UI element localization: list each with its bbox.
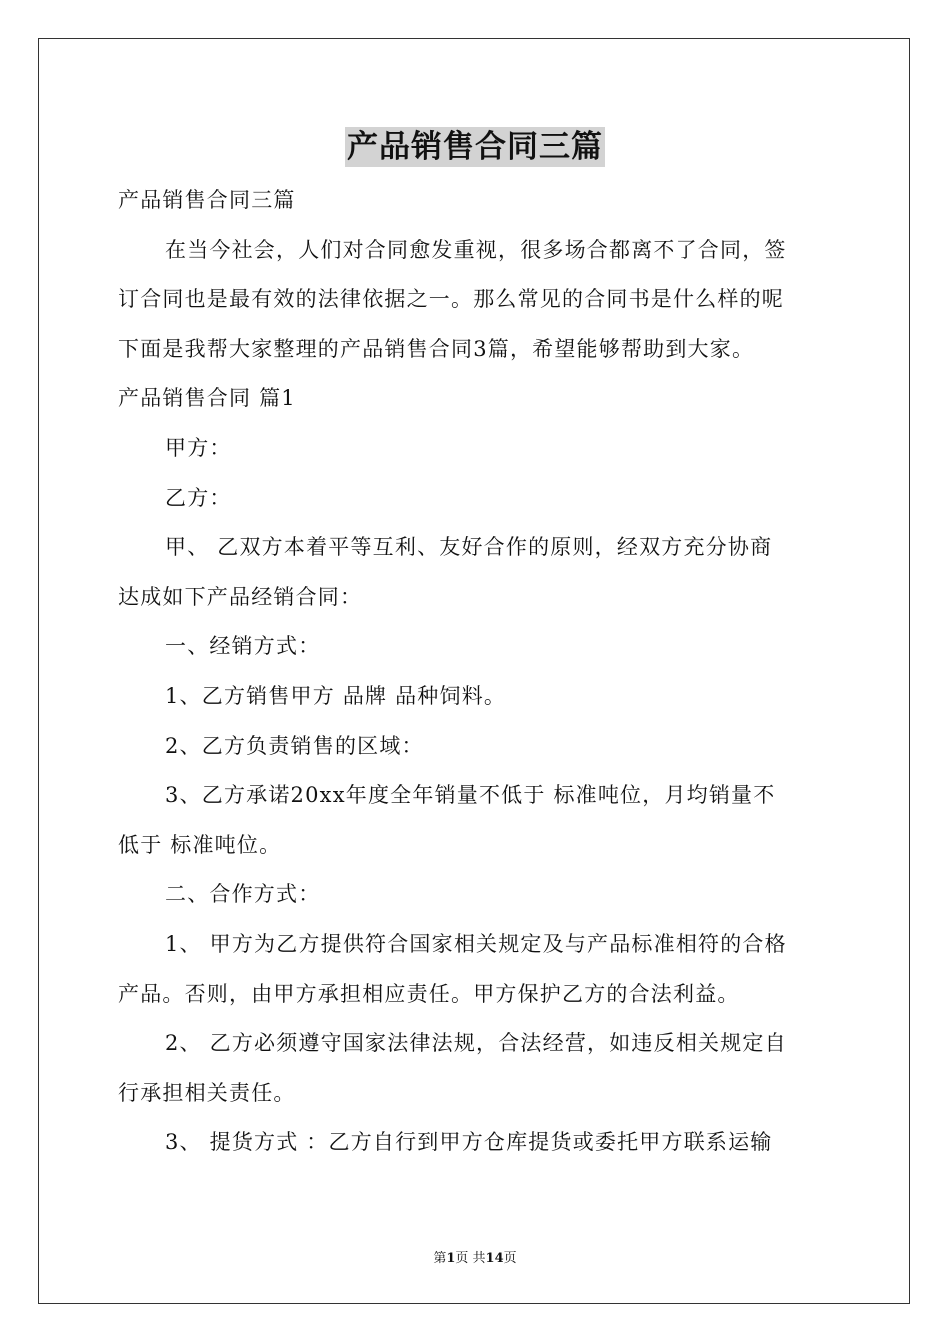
text-line: 低于 标准吨位。 (118, 832, 282, 857)
document-body (118, 176, 832, 1168)
footer-page-number: 1 (446, 1251, 456, 1266)
text-line: 1、乙方销售甲方 品牌 品种饲料。 (165, 683, 507, 708)
footer-prefix: 第 (433, 1251, 447, 1266)
text-line: 2、乙方负责销售的区域： (165, 733, 424, 758)
document-title: 产品销售合同三篇 (347, 129, 603, 165)
text-line: 产品销售合同 篇1 (118, 386, 296, 411)
text-line: 下面是我帮大家整理的产品销售合同3篇，希望能够帮助到大家。 (118, 336, 755, 361)
text-line: 在当今社会，人们对合同愈发重视，很多场合都离不了合同，签 (165, 237, 787, 262)
text-line: 达成如下产品经销合同： (118, 584, 363, 609)
text-line: 2、 乙方必须遵守国家法律法规，合法经营，如违反相关规定自 (165, 1031, 787, 1056)
text-line: 甲方： (165, 435, 232, 460)
text-line: 一、经销方式： (165, 634, 321, 659)
footer-suffix: 页 (503, 1251, 517, 1266)
text-line: 产品销售合同三篇 (118, 188, 296, 212)
text-line: 3、乙方承诺20xx年度全年销量不低于 标准吨位，月均销量不 (165, 783, 776, 808)
footer-middle: 页 共 (455, 1251, 486, 1266)
text-line: 订合同也是最有效的法律依据之一。那么常见的合同书是什么样的呢 (118, 287, 784, 312)
text-line: 甲、 乙双方本着平等互利、友好合作的原则，经双方充分协商 (165, 535, 773, 560)
text-line: 3、 提货方式 ：乙方自行到甲方仓库提货或委托甲方联系运输 (165, 1130, 773, 1155)
footer-total-pages: 14 (485, 1251, 504, 1266)
text-line: 行承担相关责任。 (118, 1080, 296, 1105)
text-line: 产品。否则，由甲方承担相应责任。甲方保护乙方的合法利益。 (118, 981, 740, 1006)
title-container (0, 127, 950, 167)
text-line: 二、合作方式： (165, 882, 321, 907)
text-line: 1、 甲方为乙方提供符合国家相关规定及与产品标准相符的合格 (165, 931, 787, 956)
page-footer (0, 1247, 950, 1266)
text-line: 乙方： (165, 485, 232, 510)
